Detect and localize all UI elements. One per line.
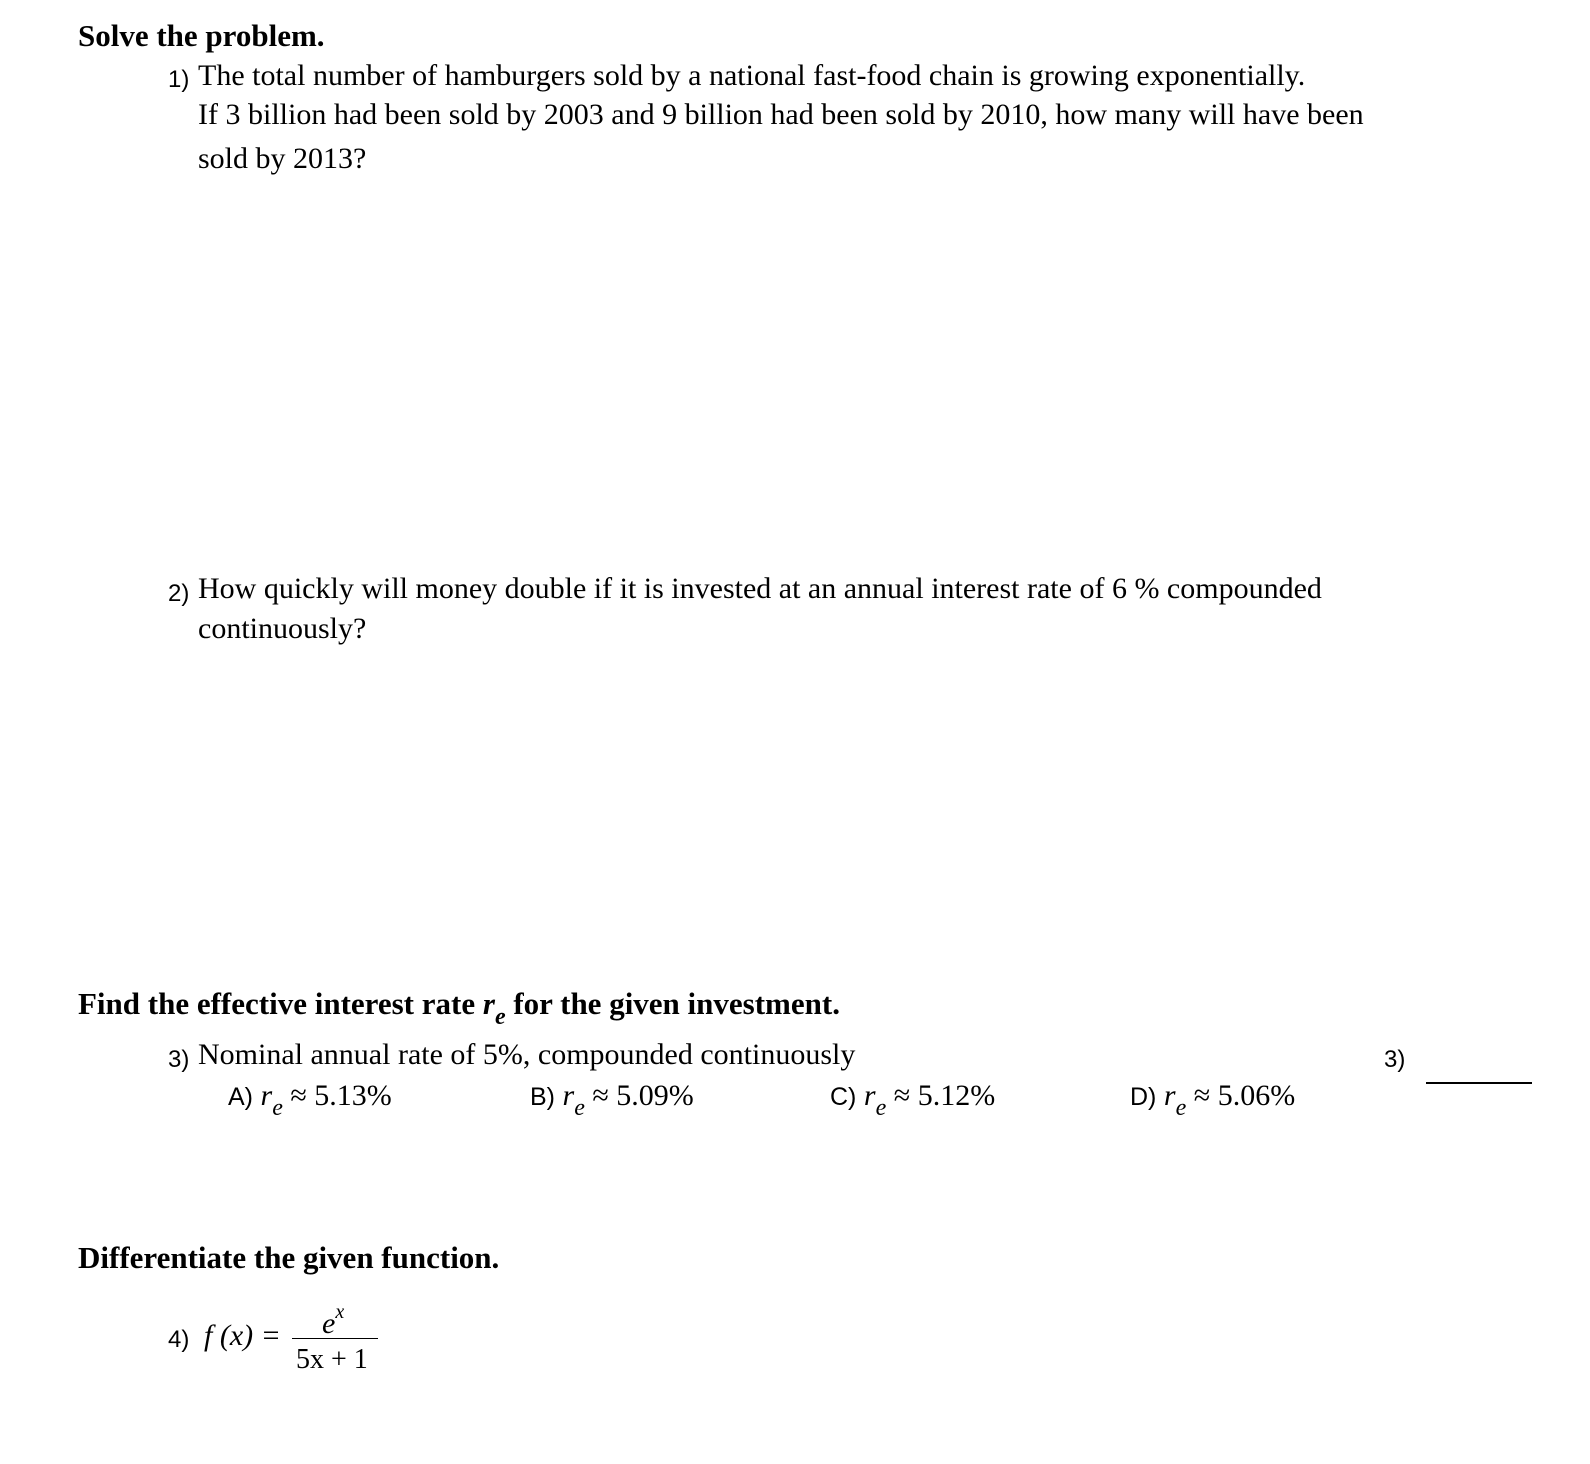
fraction-numerator bbox=[322, 1298, 344, 1342]
choice-b[interactable] bbox=[530, 1078, 694, 1121]
section-heading-differentiate: Differentiate the given function. bbox=[78, 1240, 500, 1275]
fraction-denominator: 5x + 1 bbox=[296, 1344, 368, 1375]
choice-value: ≈ 5.12% bbox=[893, 1079, 996, 1112]
choice-variable: r bbox=[260, 1079, 273, 1112]
choice-subscript: e bbox=[875, 1095, 887, 1121]
heading-subscript: e bbox=[494, 1004, 506, 1030]
question-number: 4) bbox=[168, 1326, 190, 1353]
heading-text-post: for the given investment. bbox=[505, 986, 840, 1021]
question-3-text: Nominal annual rate of 5%, compounded continuously bbox=[198, 1038, 856, 1071]
choice-value: ≈ 5.06% bbox=[1193, 1079, 1296, 1112]
question-number: 1) bbox=[168, 66, 190, 93]
choice-letter: D) bbox=[1130, 1083, 1157, 1111]
question-1-line-2: If 3 billion had been sold by 2003 and 9 billion had been sold by 2010, how many will have been bbox=[198, 98, 1364, 131]
function-lhs: f (x) = bbox=[204, 1319, 281, 1352]
question-number: 3) bbox=[168, 1046, 190, 1073]
numerator-exponent: x bbox=[335, 1301, 345, 1323]
heading-variable: r bbox=[482, 986, 495, 1021]
answer-label: 3) bbox=[1384, 1046, 1406, 1073]
question-1-line-1: The total number of hamburgers sold by a national fast-food chain is growing exponentially. bbox=[198, 59, 1306, 92]
choice-subscript: e bbox=[272, 1095, 283, 1121]
choice-variable: r bbox=[863, 1079, 876, 1112]
choice-value: ≈ 5.09% bbox=[592, 1079, 694, 1112]
answer-blank[interactable] bbox=[1426, 1082, 1532, 1084]
section-heading-solve: Solve the problem. bbox=[78, 18, 325, 53]
choice-variable: r bbox=[562, 1079, 575, 1112]
choice-value: ≈ 5.13% bbox=[290, 1079, 392, 1112]
choice-d[interactable] bbox=[1130, 1078, 1296, 1121]
choice-subscript: e bbox=[1175, 1095, 1187, 1121]
choice-c[interactable] bbox=[830, 1078, 996, 1121]
question-1-line-3: sold by 2013? bbox=[198, 142, 367, 175]
numerator-base: e bbox=[322, 1307, 336, 1340]
section-heading-effective-rate bbox=[78, 986, 840, 1030]
choice-variable: r bbox=[1163, 1079, 1176, 1112]
question-2-line-2: continuously? bbox=[198, 612, 367, 645]
heading-text-pre: Find the effective interest rate bbox=[78, 986, 483, 1021]
choice-subscript: e bbox=[574, 1095, 585, 1121]
question-number: 2) bbox=[168, 580, 190, 607]
choice-a[interactable] bbox=[228, 1078, 392, 1121]
fraction-bar bbox=[292, 1338, 378, 1339]
choice-letter: B) bbox=[530, 1083, 555, 1111]
question-2-line-1: How quickly will money double if it is invested at an annual interest rate of 6 % compounded bbox=[198, 572, 1322, 605]
choice-letter: A) bbox=[228, 1083, 253, 1111]
choice-letter: C) bbox=[830, 1083, 857, 1111]
